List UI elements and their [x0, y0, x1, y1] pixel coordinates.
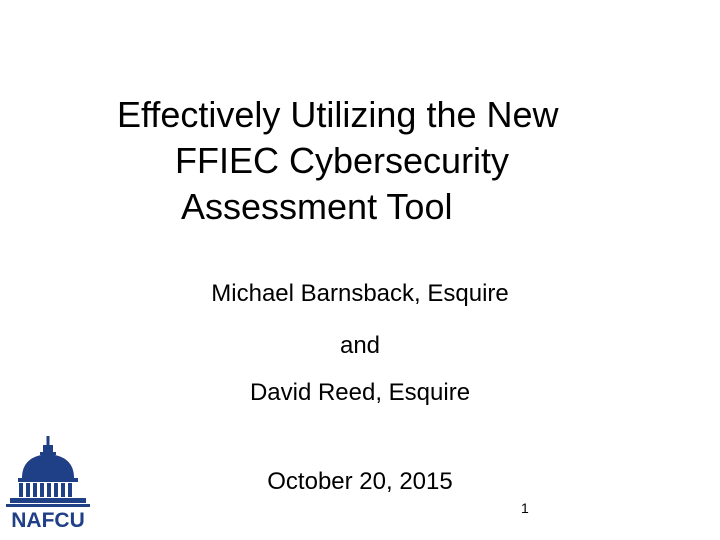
nafcu-logo	[4, 436, 92, 530]
slide-number: 1	[521, 500, 529, 516]
presenter-1: Michael Barnsback, Esquire	[211, 280, 509, 307]
title-line-1: Effectively Utilizing the New	[117, 94, 559, 135]
capitol-dome-icon	[6, 436, 90, 507]
title-line-2: FFIEC Cybersecurity	[175, 140, 510, 181]
presentation-date: October 20, 2015	[267, 468, 453, 495]
logo-text: NAFCU	[11, 509, 85, 530]
title-line-3: Assessment Tool	[181, 186, 453, 227]
presenter-2: David Reed, Esquire	[249, 379, 471, 406]
presenter-conjunction: and	[339, 332, 381, 359]
